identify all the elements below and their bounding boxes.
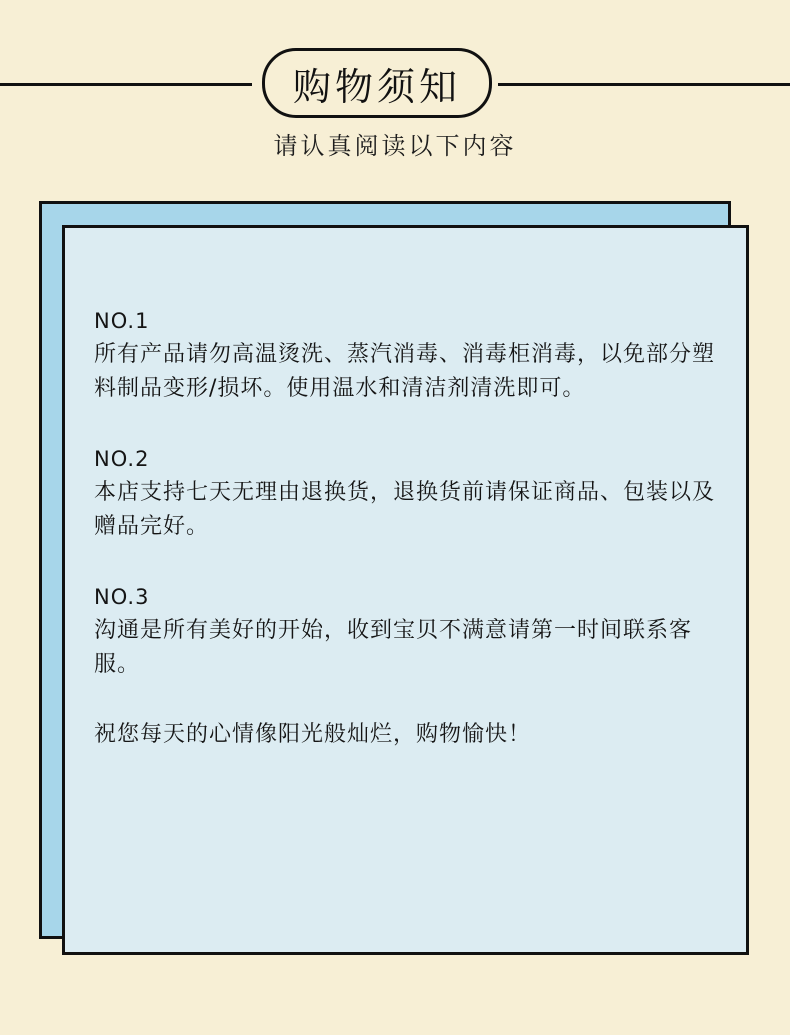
page-subtitle: 请认真阅读以下内容 (273, 132, 517, 160)
notice-section-1 (94, 304, 734, 406)
notice-label-1: NO.1 (94, 309, 150, 333)
notice-section-2 (94, 442, 734, 544)
notice-text-1: 所有产品请勿高温烫洗、蒸汽消毒、消毒柜消毒，以免部分塑料制品变形/损坏。使用温水和清洁剂清洗即可。 (94, 342, 716, 401)
closing-message: 祝您每天的心情像阳光般灿烂，购物愉快！ (94, 722, 532, 747)
header-divider-left (0, 83, 252, 86)
page-title: 购物须知 (292, 64, 461, 109)
notice-content (94, 304, 734, 752)
notice-text-2: 本店支持七天无理由退换货，退换货前请保证商品、包装以及赠品完好。 (94, 480, 716, 539)
header-divider-right (498, 83, 790, 86)
notice-label-3: NO.3 (94, 585, 150, 609)
notice-text-3: 沟通是所有美好的开始，收到宝贝不满意请第一时间联系客服。 (94, 618, 693, 677)
title-badge (262, 48, 492, 118)
notice-section-3 (94, 580, 734, 682)
notice-label-2: NO.2 (94, 447, 150, 471)
